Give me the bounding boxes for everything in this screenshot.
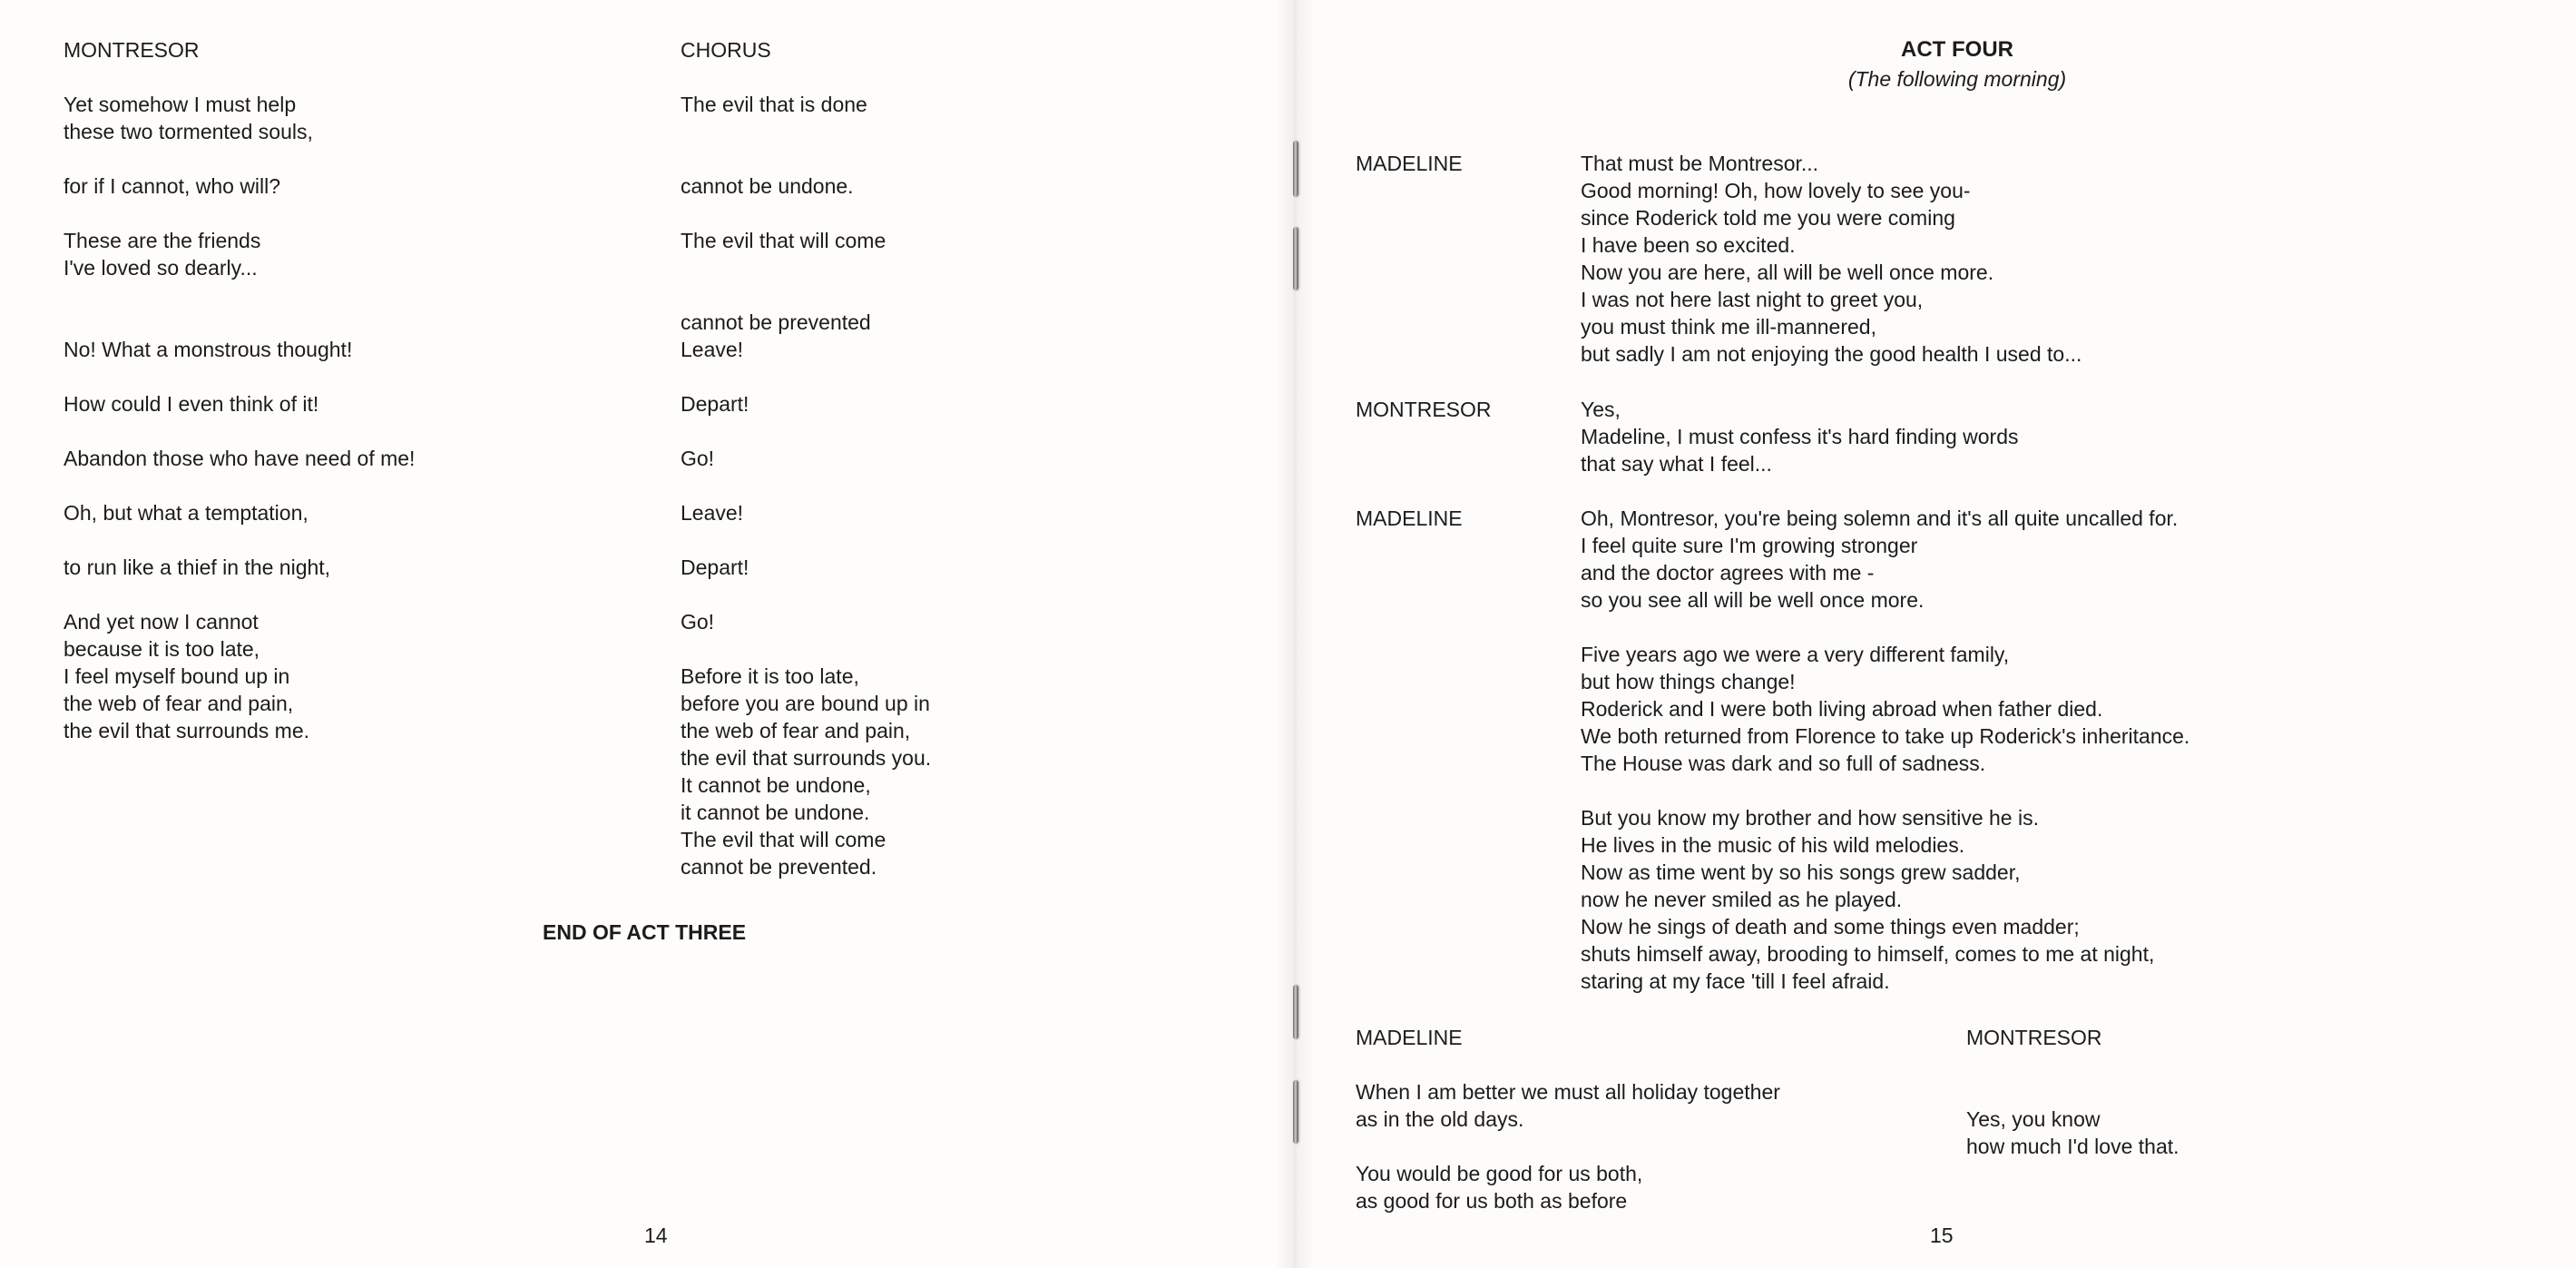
staple <box>1293 141 1298 197</box>
staple <box>1293 227 1298 290</box>
stanza: cannot be undone. <box>681 174 854 198</box>
stanza: Depart! <box>681 555 749 579</box>
page-number: 14 <box>644 1224 668 1247</box>
stanza: These are the friends I've loved so dearly... <box>64 229 261 280</box>
dialogue-lines <box>1581 150 2542 395</box>
stanza: That must be Montresor... Good morning! Oh, how lovely to see you- since Roderick told me you were coming I have been so excited. Now you are here, all will be well once more. I was not here last night to greet you, you must think me ill-mannered, but sadly I am not enjoying the good health I used to... <box>1581 152 2082 366</box>
end-of-act: END OF ACT THREE <box>543 920 747 944</box>
stanza: Leave! <box>681 501 744 525</box>
stanza: And yet now I cannot because it is too late, I feel myself bound up in the web of fear and pain, the evil that surrounds me. <box>64 610 310 742</box>
stanza: Abandon those who have need of me! <box>64 447 416 470</box>
speaker-name: MADELINE <box>1356 506 1463 530</box>
duet-left-lines <box>1356 1078 1936 1242</box>
montresor-column <box>64 36 572 772</box>
staple <box>1293 985 1298 1039</box>
right-page <box>1295 0 2576 1268</box>
stanza: But you know my brother and how sensitive he is. He lives in the music of his wild melodies. Now as time went by so his songs grew sadder, now he never smiled as he played. Now he sings of death and some things even madder; shuts himself away, brooding to himself, comes to me at night, staring at my face 'till I feel afraid. <box>1581 806 2155 993</box>
stanza: Yes, you know how much I'd love that. <box>1966 1107 2179 1158</box>
stanza: When I am better we must all holiday together as in the old days. <box>1356 1080 1780 1131</box>
page-number: 15 <box>1930 1224 1954 1247</box>
stanza: No! What a monstrous thought! <box>64 338 353 361</box>
speaker-name: MONTRESOR <box>1356 398 1492 421</box>
dialogue-lines <box>1581 505 2542 1022</box>
stanza: cannot be prevented Leave! <box>681 310 871 361</box>
speaker-name: MADELINE <box>1356 1026 1463 1049</box>
stanza: Depart! <box>681 392 749 416</box>
duet-right-lines <box>1966 1106 2511 1187</box>
stanza: The evil that will come <box>681 229 886 252</box>
stanza: Go! <box>681 447 715 470</box>
chorus-column <box>681 36 1189 908</box>
staple <box>1293 1080 1298 1144</box>
chorus-heading: CHORUS <box>681 38 771 62</box>
stanza: Yet somehow I must help these two tormented souls, <box>64 93 313 143</box>
stanza: Oh, Montresor, you're being solemn and it's all quite uncalled for. I feel quite sure I'm growing stronger and the doctor agrees with me - so you see all will be well once more. <box>1581 506 2179 612</box>
act-subtitle: (The following morning) <box>1847 67 2067 91</box>
montresor-heading: MONTRESOR <box>64 38 200 62</box>
stanza: The evil that is done <box>681 93 867 116</box>
stanza: for if I cannot, who will? <box>64 174 281 198</box>
stanza: How could I even think of it! <box>64 392 319 416</box>
act-title: ACT FOUR <box>1901 37 2013 62</box>
stanza: to run like a thief in the night, <box>64 555 331 579</box>
stanza: Five years ago we were a very different family, but how things change! Roderick and I were both living abroad when father died. We both returned from Florence to take up Roderick's inheritance. The House was dark and so full of sadness. <box>1581 643 2190 775</box>
speaker-name: MADELINE <box>1356 152 1463 175</box>
speaker-name: MONTRESOR <box>1966 1026 2102 1049</box>
stanza: Before it is too late, before you are bound up in the web of fear and pain, the evil that surrounds you. It cannot be undone, it cannot be undone. The evil that will come cannot be prevented. <box>681 664 932 879</box>
stanza: Yes, Madeline, I must confess it's hard finding words that say what I feel... <box>1581 398 2019 476</box>
stanza: You would be good for us both, as good for us both as before <box>1356 1162 1643 1213</box>
dialogue-lines <box>1581 396 2542 505</box>
stanza: Oh, but what a temptation, <box>64 501 309 525</box>
stanza: Go! <box>681 610 715 634</box>
